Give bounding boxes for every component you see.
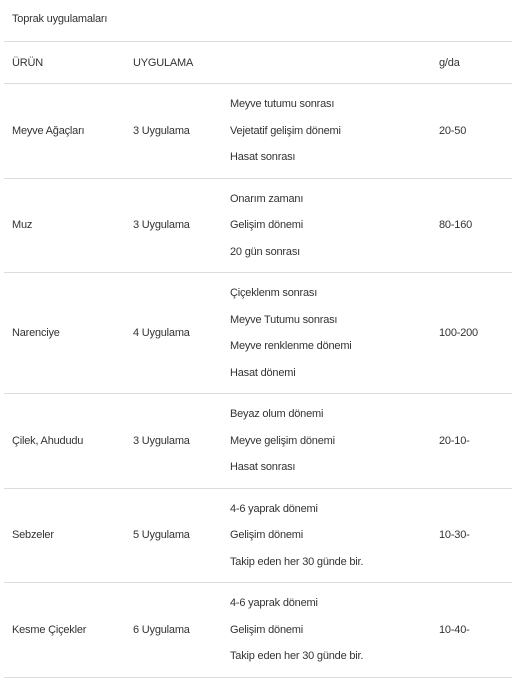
stage-item: Onarım zamanı	[230, 192, 304, 205]
stages-cell	[221, 583, 430, 678]
section-title: Toprak uygulamaları	[12, 13, 108, 25]
application-cell: 3 Uygulama	[124, 178, 221, 273]
dose-cell: 20-50	[430, 84, 512, 179]
stage-item: Hasat sonrası	[230, 151, 296, 163]
header-dose: g/da	[430, 42, 512, 84]
application-cell: 3 Uygulama	[124, 394, 221, 489]
stage-item: Hasat dönemi	[230, 366, 296, 379]
product-cell: Narenciye	[4, 273, 124, 394]
application-cell: 3 Uygulama	[124, 84, 221, 179]
product-cell: Muz	[4, 178, 124, 273]
stage-item: 4-6 yaprak dönemi	[230, 502, 318, 515]
stages-cell	[221, 394, 430, 489]
table-row	[4, 488, 512, 583]
stages-cell	[221, 273, 430, 394]
table-row	[4, 273, 512, 394]
stage-item: Meyve renklenme dönemi	[230, 340, 352, 352]
product-cell: Meyve Ağaçları	[4, 84, 124, 179]
dose-cell: 10-40-	[430, 583, 512, 678]
stages-cell	[221, 178, 430, 273]
application-cell: 6 Uygulama	[124, 583, 221, 678]
dose-cell: 100-200	[430, 273, 512, 394]
stage-item: Gelişim dönemi	[230, 529, 304, 541]
stage-item: Takip eden her 30 günde bir.	[230, 650, 364, 662]
table-row	[4, 84, 512, 179]
header-product: ÜRÜN	[4, 42, 124, 84]
stage-item: Meyve tutumu sonrası	[230, 98, 335, 110]
stages-cell	[221, 488, 430, 583]
stage-item: Gelişim dönemi	[230, 623, 304, 636]
stage-item: 4-6 yaprak dönemi	[230, 597, 318, 609]
dose-cell: 20-10-	[430, 394, 512, 489]
stages-cell	[221, 84, 430, 179]
table-row	[4, 394, 512, 489]
dose-cell: 10-30-	[430, 488, 512, 583]
table-header-row	[4, 42, 512, 84]
stage-item: Meyve Tutumu sonrası	[230, 313, 338, 326]
application-cell: 4 Uygulama	[124, 273, 221, 394]
stage-item: Çiçeklenm sonrası	[230, 287, 318, 299]
product-cell: Sebzeler	[4, 488, 124, 583]
header-stage	[221, 42, 430, 84]
stage-item: Meyve gelişim dönemi	[230, 434, 335, 447]
dose-cell: 80-160	[430, 178, 512, 273]
table-row	[4, 178, 512, 273]
product-cell: Çilek, Ahududu	[4, 394, 124, 489]
stage-item: Takip eden her 30 günde bir.	[230, 555, 364, 568]
table-row	[4, 583, 512, 678]
application-cell: 5 Uygulama	[124, 488, 221, 583]
stage-item: Hasat sonrası	[230, 461, 296, 473]
header-application: UYGULAMA	[124, 42, 221, 84]
stage-item: Gelişim dönemi	[230, 219, 304, 231]
stage-item: Beyaz olum dönemi	[230, 408, 324, 420]
application-table	[4, 41, 512, 678]
product-cell: Kesme Çiçekler	[4, 583, 124, 678]
stage-item: 20 gün sonrası	[230, 245, 300, 258]
stage-item: Vejetatif gelişim dönemi	[230, 124, 341, 137]
